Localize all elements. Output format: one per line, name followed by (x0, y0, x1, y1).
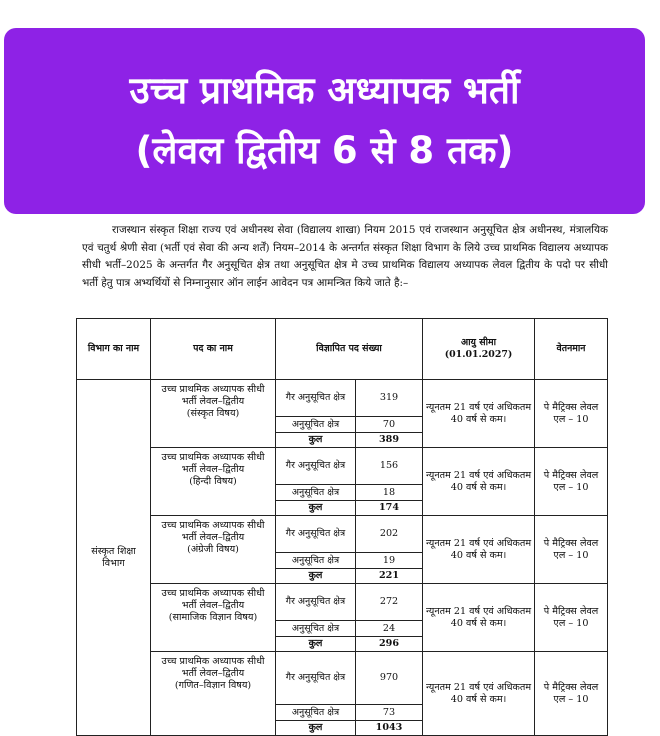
total-label: कुल (276, 721, 356, 736)
non-scheduled-label: गैर अनुसूचित क्षेत्र (276, 516, 356, 553)
age-limit-cell: न्यूनतम 21 वर्ष एवं अधिकतम 40 वर्ष से कम। (423, 448, 535, 516)
total-count: 389 (356, 433, 423, 448)
title-banner (4, 28, 645, 214)
scheduled-count: 73 (356, 705, 423, 721)
total-count: 174 (356, 501, 423, 516)
scheduled-count: 24 (356, 621, 423, 637)
non-scheduled-count: 272 (356, 584, 423, 621)
scheduled-count: 18 (356, 485, 423, 501)
banner-title-line-1: उच्च प्राथमिक अध्यापक भर्ती (129, 69, 520, 112)
non-scheduled-label: गैर अनुसूचित क्षेत्र (276, 448, 356, 485)
header-posts-count: विज्ञापित पद संख्या (276, 319, 423, 380)
notice-paragraph (82, 222, 608, 292)
table-row (77, 380, 608, 417)
post-name-cell (151, 448, 276, 516)
age-limit-cell: न्यूनतम 21 वर्ष एवं अधिकतम 40 वर्ष से कम। (423, 516, 535, 584)
post-subject: (हिन्दी विषय) (189, 476, 237, 487)
post-subject: (सामाजिक विज्ञान विषय) (168, 612, 258, 623)
table-row (77, 652, 608, 705)
non-scheduled-label: गैर अनुसूचित क्षेत्र (276, 652, 356, 705)
post-name-cell (151, 380, 276, 448)
total-count: 221 (356, 569, 423, 584)
department-cell: संस्कृत शिक्षा विभाग (77, 380, 151, 736)
table-row (77, 448, 608, 485)
pay-scale-cell: पे मैट्रिक्स लेवल एल – 10 (535, 516, 608, 584)
total-label: कुल (276, 637, 356, 652)
post-subject: (गणित–विज्ञान विषय) (174, 680, 252, 691)
scheduled-label: अनुसूचित क्षेत्र (276, 621, 356, 637)
scheduled-label: अनुसूचित क्षेत्र (276, 417, 356, 433)
pay-scale-cell: पे मैट्रिक्स लेवल एल – 10 (535, 448, 608, 516)
scheduled-label: अनुसूचित क्षेत्र (276, 705, 356, 721)
total-count: 296 (356, 637, 423, 652)
header-pay: वेतनमान (535, 319, 608, 380)
post-name: उच्च प्राथमिक अध्यापक सीधी भर्ती लेवल–द्वितीय (161, 520, 265, 543)
banner-title-line-2: (लेवल द्वितीय 6 से 8 तक) (135, 129, 514, 172)
non-scheduled-count: 156 (356, 448, 423, 485)
header-department: विभाग का नाम (77, 319, 151, 380)
post-name: उच्च प्राथमिक अध्यापक सीधी भर्ती लेवल–द्वितीय (161, 656, 265, 679)
pay-scale-cell: पे मैट्रिक्स लेवल एल – 10 (535, 380, 608, 448)
age-limit-cell: न्यूनतम 21 वर्ष एवं अधिकतम 40 वर्ष से कम। (423, 380, 535, 448)
header-post: पद का नाम (151, 319, 276, 380)
table-header-row (77, 319, 608, 380)
header-age-date: (01.01.2027) (444, 349, 513, 360)
header-age-label: आयु सीमा (460, 337, 497, 348)
scheduled-count: 70 (356, 417, 423, 433)
post-name-cell (151, 584, 276, 652)
post-name-cell (151, 652, 276, 736)
pay-scale-cell: पे मैट्रिक्स लेवल एल – 10 (535, 652, 608, 736)
total-label: कुल (276, 433, 356, 448)
table-row (77, 516, 608, 553)
non-scheduled-label: गैर अनुसूचित क्षेत्र (276, 584, 356, 621)
pay-scale-cell: पे मैट्रिक्स लेवल एल – 10 (535, 584, 608, 652)
non-scheduled-count: 202 (356, 516, 423, 553)
post-name-cell (151, 516, 276, 584)
non-scheduled-count: 970 (356, 652, 423, 705)
post-name: उच्च प्राथमिक अध्यापक सीधी भर्ती लेवल–द्वितीय (161, 452, 265, 475)
header-age-limit (423, 319, 535, 380)
total-label: कुल (276, 569, 356, 584)
age-limit-cell: न्यूनतम 21 वर्ष एवं अधिकतम 40 वर्ष से कम। (423, 584, 535, 652)
scheduled-count: 19 (356, 553, 423, 569)
post-subject: (अंग्रेजी विषय) (187, 544, 239, 555)
notice-text: राजस्थान संस्कृत शिक्षा राज्य एवं अधीनस्थ सेवा (विद्यालय शाखा) नियम 2015 एवं राजस्थान अनुसूचित क्षेत्र अधीनस्थ, मंत्रालयिक एवं चतुर्थ श्रेणी सेवा (भर्ती एवं सेवा की अन्य शर्तें) नियम–2014 के अन्तर्गत संस्कृत शिक्षा विभाग के लिये उच्च प्राथमिक विद्यालय अध्यापक सीधी भर्ती–2025 के अन्तर्गत गैर अनुसूचित क्षेत्र तथा अनुसूचित क्षेत्र मे उच्च प्राथमिक विद्यालय अध्यापक लेवल द्वितीय के पदो पर सीधी भर्ती हेतु पात्र अभ्यर्थियों से निम्नानुसार ऑन लाईन आवेदन पत्र आमन्त्रित किये जाते है:– (82, 224, 608, 289)
table-row (77, 584, 608, 621)
post-subject: (संस्कृत विषय) (186, 408, 240, 419)
scheduled-label: अनुसूचित क्षेत्र (276, 553, 356, 569)
total-label: कुल (276, 501, 356, 516)
age-limit-cell: न्यूनतम 21 वर्ष एवं अधिकतम 40 वर्ष से कम। (423, 652, 535, 736)
non-scheduled-count: 319 (356, 380, 423, 417)
posts-table (76, 318, 608, 736)
non-scheduled-label: गैर अनुसूचित क्षेत्र (276, 380, 356, 417)
post-name: उच्च प्राथमिक अध्यापक सीधी भर्ती लेवल–द्वितीय (161, 588, 265, 611)
total-count: 1043 (356, 721, 423, 736)
scheduled-label: अनुसूचित क्षेत्र (276, 485, 356, 501)
post-name: उच्च प्राथमिक अध्यापक सीधी भर्ती लेवल–द्वितीय (161, 384, 265, 407)
